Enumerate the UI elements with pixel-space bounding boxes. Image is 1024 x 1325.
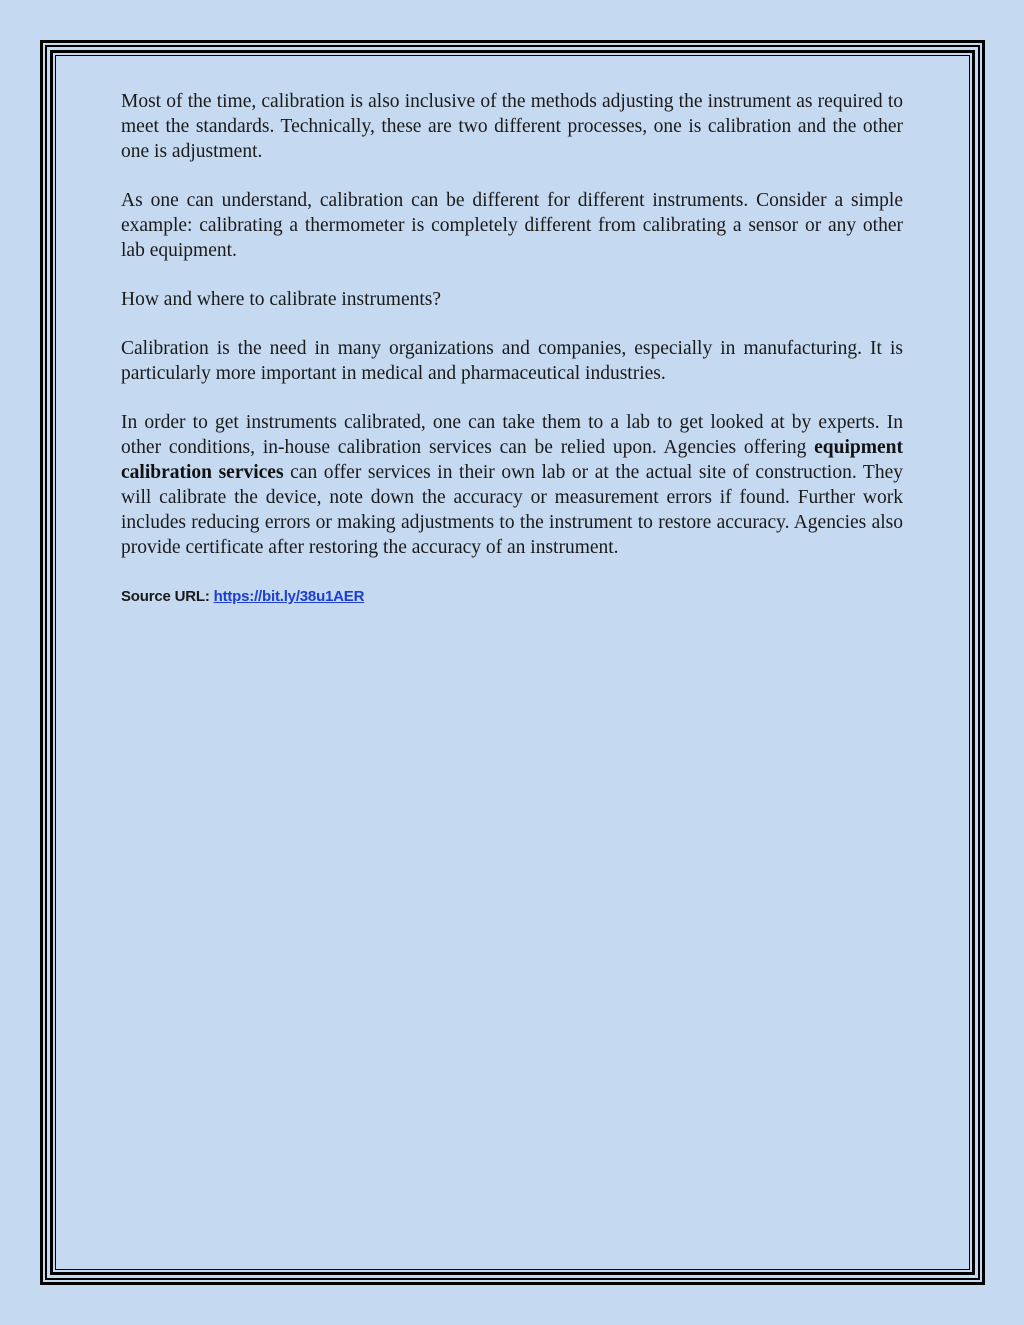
source-line	[121, 584, 903, 609]
paragraph-calibration-services	[121, 410, 903, 560]
source-url-link[interactable]: https://bit.ly/38u1AER	[213, 588, 365, 605]
paragraph-text-before: In order to get instruments calibrated, one can take them to a lab to get looked at by experts. In other conditions, in-house calibration services can be relied upon. Agencies offering	[121, 412, 903, 458]
paragraph-different-instruments: As one can understand, calibration can be different for different instruments. Consider a simple example: calibrating a thermometer is completely different from calibrating a sensor or any other lab equipment.	[121, 190, 903, 261]
bold-keyword: equipment calibration services	[121, 437, 903, 483]
paragraph-text-after: can offer services in their own lab or at the actual site of construction. They will calibrate the device, note down the accuracy or measurement errors if found. Further work includes reducing errors or making adjustments to the instrument to restore accuracy. Agencies also provide certificate after restoring the accuracy of an instrument.	[121, 462, 903, 558]
paragraph-industries: Calibration is the need in many organizations and companies, especially in manufacturing. It is particularly more important in medical and pharmaceutical industries.	[121, 338, 903, 384]
section-question: How and where to calibrate instruments?	[121, 289, 442, 310]
paragraph-calibration-adjustment: Most of the time, calibration is also inclusive of the methods adjusting the instrument as required to meet the standards. Technically, these are two different processes, one is calibration and the other one is adjustment.	[121, 91, 903, 162]
source-label: Source URL:	[121, 588, 214, 605]
document-body	[121, 89, 903, 609]
